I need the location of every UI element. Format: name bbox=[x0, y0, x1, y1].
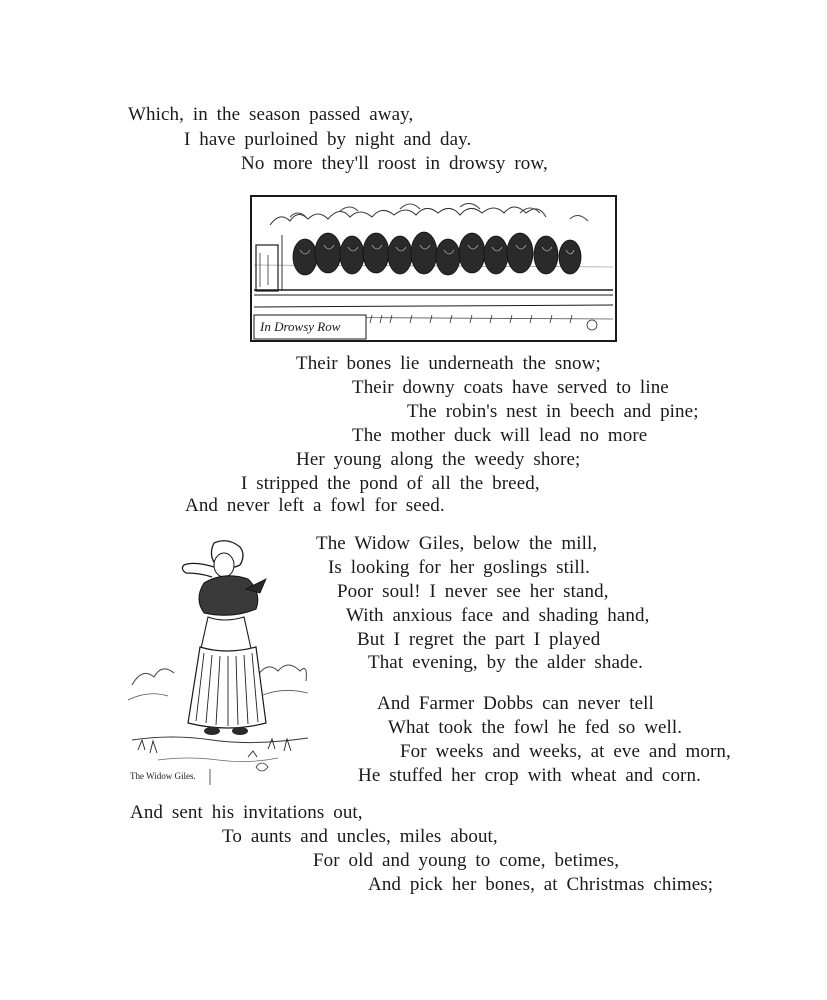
figure-caption: The Widow Giles. bbox=[130, 771, 196, 781]
poem-line: The robin's nest in beech and pine; bbox=[407, 401, 699, 422]
poem-line: And sent his invitations out, bbox=[130, 802, 363, 823]
poem-line: Her young along the weedy shore; bbox=[296, 449, 581, 470]
poem-line: Their downy coats have served to line bbox=[352, 377, 669, 398]
poem-line: He stuffed her crop with wheat and corn. bbox=[358, 765, 701, 786]
poem-line: With anxious face and shading hand, bbox=[346, 605, 650, 626]
poem-line: For weeks and weeks, at eve and morn, bbox=[400, 741, 731, 762]
poem-line: But I regret the part I played bbox=[357, 629, 601, 650]
poem-line: Their bones lie underneath the snow; bbox=[296, 353, 601, 374]
poem-line: And Farmer Dobbs can never tell bbox=[377, 693, 654, 714]
poem-line: And never left a fowl for seed. bbox=[185, 495, 445, 516]
poem-line: I have purloined by night and day. bbox=[184, 129, 472, 150]
poem-line: And pick her bones, at Christmas chimes; bbox=[368, 874, 714, 895]
poem-line: What took the fowl he fed so well. bbox=[388, 717, 683, 738]
poem-line: For old and young to come, betimes, bbox=[313, 850, 620, 871]
poem-line: Poor soul! I never see her stand, bbox=[337, 581, 609, 602]
poem-line: The Widow Giles, below the mill, bbox=[316, 533, 598, 554]
engraving-widow-giles bbox=[128, 535, 310, 787]
poem-line: Is looking for her goslings still. bbox=[328, 557, 590, 578]
poem-line: No more they'll roost in drowsy row, bbox=[241, 153, 548, 174]
poem-line: To aunts and uncles, miles about, bbox=[222, 826, 498, 847]
illustration-widow-giles bbox=[128, 535, 310, 787]
illustration-in-drowsy-row bbox=[250, 195, 617, 342]
poem-line: I stripped the pond of all the breed, bbox=[241, 473, 540, 494]
poem-line: Which, in the season passed away, bbox=[128, 104, 414, 125]
poem-line: The mother duck will lead no more bbox=[352, 425, 648, 446]
figure-caption: In Drowsy Row bbox=[260, 319, 341, 334]
poem-line: That evening, by the alder shade. bbox=[368, 652, 643, 673]
